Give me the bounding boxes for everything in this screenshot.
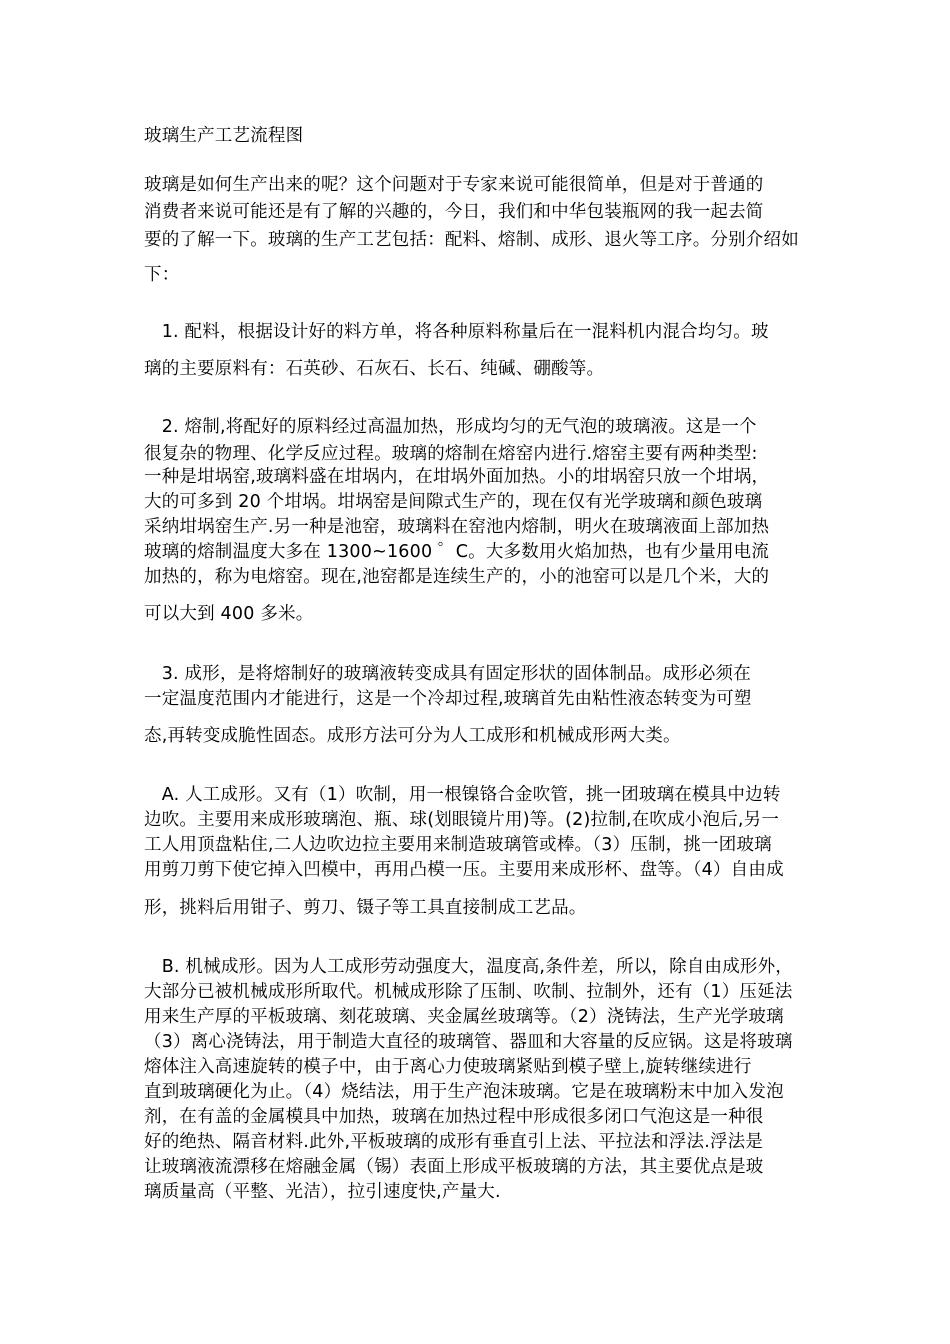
text-line: 加热的，称为电熔窑。现在,池窑都是连续生产的，小的池窑可以是几个米，大的 — [144, 567, 770, 587]
text-line: 1. 配料，根据设计好的料方单，将各种原料称量后在一混料机内混合均匀。玻 — [144, 322, 769, 342]
text-line: 大的可多到 20 个坩埚。坩埚窑是间隙式生产的，现在仅有光学玻璃和颜色玻璃 — [144, 492, 763, 512]
text-line: 用来生产厚的平板玻璃、刻花玻璃、夹金属丝玻璃等。（2）浇铸法，生产光学玻璃 — [144, 1007, 784, 1027]
text-line: 熔体注入高速旋转的模子中，由于离心力使玻璃紧贴到模子壁上,旋转继续进行 — [144, 1057, 752, 1077]
text-line: 好的绝热、隔音材料.此外,平板玻璃的成形有垂直引上法、平拉法和浮法.浮法是 — [144, 1132, 764, 1152]
text-line: 消费者来说可能还是有了解的兴趣的，今日，我们和中华包装瓶网的我一起去简 — [144, 202, 764, 222]
text-line: 璃的主要原料有：石英砂、石灰石、长石、纯碱、硼酸等。 — [144, 359, 605, 379]
text-line: 可以大到 400 多米。 — [144, 604, 314, 624]
text-line: （3）离心浇铸法，用于制造大直径的玻璃管、器皿和大容量的反应锅。这是将玻璃 — [144, 1032, 793, 1052]
text-line: 直到玻璃硬化为止。（4）烧结法，用于生产泡沫玻璃。它是在玻璃粉末中加入发泡 — [144, 1082, 784, 1102]
document-title: 玻璃生产工艺流程图 — [144, 126, 304, 146]
text-line: 璃质量高（平整、光洁），拉引速度快,产量大. — [144, 1182, 501, 1202]
text-line: 剂，在有盖的金属模具中加热，玻璃在加热过程中形成很多闭口气泡这是一种很 — [144, 1107, 764, 1127]
text-line: 让玻璃液流漂移在熔融金属（锡）表面上形成平板玻璃的方法，其主要优点是玻 — [144, 1157, 764, 1177]
text-line: B. 机械成形。因为人工成形劳动强度大，温度高,条件差，所以，除自由成形外， — [144, 957, 793, 977]
text-line: A. 人工成形。又有（1）吹制，用一根镍铬合金吹管，挑一团玻璃在模具中边转 — [144, 785, 781, 805]
text-line: 3. 成形，是将熔制好的玻璃液转变成具有固定形状的固体制品。成形必须在 — [144, 664, 751, 684]
text-line: 大部分已被机械成形所取代。机械成形除了压制、吹制、拉制外，还有（1）压延法 — [144, 982, 793, 1002]
text-line: 采纳坩埚窑生产.另一种是池窑，玻璃料在窑池内熔制，明火在玻璃液面上部加热 — [144, 517, 770, 537]
text-line: 玻璃是如何生产出来的呢？这个问题对于专家来说可能很简单，但是对于普通的 — [144, 175, 764, 195]
text-line: 用剪刀剪下使它掉入凹模中，再用凸模一压。主要用来成形杯、盘等。（4）自由成 — [144, 860, 784, 880]
text-line: 一种是坩埚窑,玻璃料盛在坩埚内，在坩埚外面加热。小的坩埚窑只放一个坩埚， — [144, 467, 770, 487]
text-line: 一定温度范围内才能进行，这是一个冷却过程,玻璃首先由粘性液态转变为可塑 — [144, 689, 752, 709]
text-line: 玻璃的熔制温度大多在 1300~1600 ゜C。大多数用火焰加热，也有少量用电流 — [144, 542, 770, 562]
text-line: 下： — [144, 265, 180, 285]
text-line: 工人用顶盘粘住,二人边吹边拉主要用来制造玻璃管或棒。（3）压制，挑一团玻璃 — [144, 835, 772, 855]
text-line: 很复杂的物理、化学反应过程。玻璃的熔制在熔窑内进行.熔窑主要有两种类型: — [144, 444, 758, 464]
text-line: 态,再转变成脆性固态。成形方法可分为人工成形和机械成形两大类。 — [144, 726, 681, 746]
text-line: 要的了解一下。玻璃的生产工艺包括：配料、熔制、成形、退火等工序。分别介绍如 — [144, 230, 799, 250]
text-line: 2. 熔制,将配好的原料经过高温加热，形成均匀的无气泡的玻璃液。这是一个 — [144, 417, 757, 437]
text-line: 形，挑料后用钳子、剪刀、镊子等工具直接制成工艺品。 — [144, 898, 587, 918]
text-line: 边吹。主要用来成形玻璃泡、瓶、球(划眼镜片用)等。(2)拉制,在吹成小泡后,另一 — [144, 810, 780, 830]
